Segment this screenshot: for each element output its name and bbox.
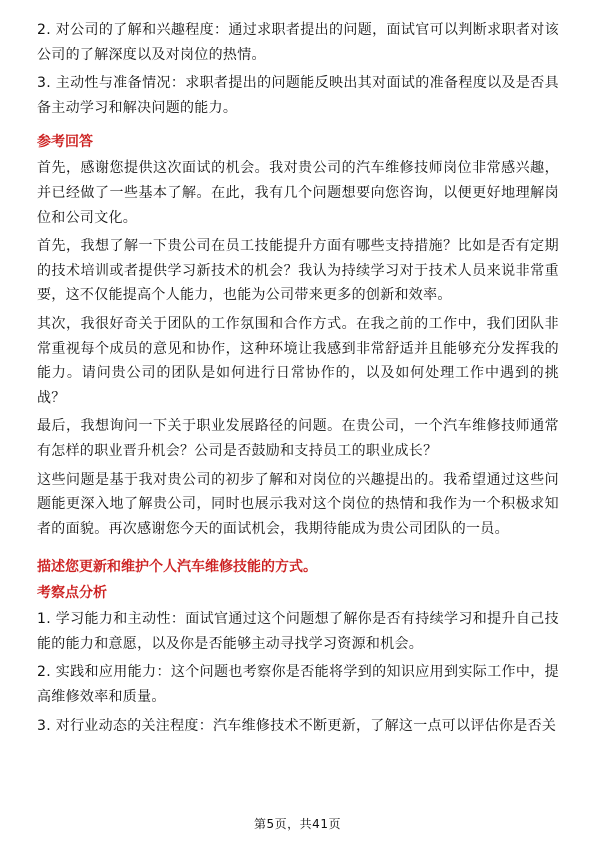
answer-paragraph-3: 其次，我很好奇关于团队的工作氛围和合作方式。在我之前的工作中，我们团队非常重视每个成员的意见和协作，这种环境让我感到非常舒适并且能够充分发挥我的能力。请问贵公司的团队是如何进行日常协作的，以及如何处理工作中遇到的挑战？	[37, 315, 559, 406]
answer-paragraph-4: 最后，我想询问一下关于职业发展路径的问题。在贵公司，一个汽车维修技师通常有怎样的职业晋升机会？公司是否鼓励和支持员工的职业成长？	[37, 418, 559, 459]
criteria-item-2: 2. 对公司的了解和兴趣程度：通过求职者提出的问题，面试官可以判断求职者对该公司的了解深度以及对岗位的热情。	[37, 22, 559, 63]
answer-paragraph-1: 首先，感谢您提供这次面试的机会。我对贵公司的汽车维修技师岗位非常感兴趣，并已经做了一些基本了解。在此，我有几个问题想要向您咨询，以便更好地理解岗位和公司文化。	[37, 160, 559, 226]
analysis-item-3: 3. 对行业动态的关注程度：汽车维修技术不断更新，了解这一点可以评估你是否关	[37, 717, 557, 734]
answer-paragraph-2: 首先，我想了解一下贵公司在员工技能提升方面有哪些支持措施？比如是否有定期的技术培训或者提供学习新技术的机会？我认为持续学习对于技术人员来说非常重要，这不仅能提高个人能力，也能为公司带来更多的创新和效率。	[37, 238, 559, 304]
criteria-item-3: 3. 主动性与准备情况：求职者提出的问题能反映出其对面试的准备程度以及是否具备主动学习和解决问题的能力。	[37, 75, 559, 116]
analysis-heading: 考察点分析	[37, 585, 107, 602]
answer-heading: 参考回答	[37, 134, 93, 151]
document-page	[37, 18, 559, 742]
analysis-item-1: 1. 学习能力和主动性：面试官通过这个问题想了解你是否有持续学习和提升自己技能的能力和意愿，以及你是否能够主动寻找学习资源和机会。	[37, 611, 559, 652]
question-title: 描述您更新和维护个人汽车维修技能的方式。	[37, 559, 317, 576]
answer-paragraph-5: 这些问题是基于我对贵公司的初步了解和对岗位的兴趣提出的。我希望通过这些问题能更深入地了解贵公司，同时也展示我对这个岗位的热情和我作为一个积极求知者的面貌。再次感谢您今天的面试机会，我期待能成为贵公司团队的一员。	[37, 471, 559, 537]
page-footer: 第5页，共41页	[254, 817, 341, 831]
analysis-item-2: 2. 实践和应用能力：这个问题也考察你是否能将学到的知识应用到实际工作中，提高维修效率和质量。	[37, 664, 559, 706]
